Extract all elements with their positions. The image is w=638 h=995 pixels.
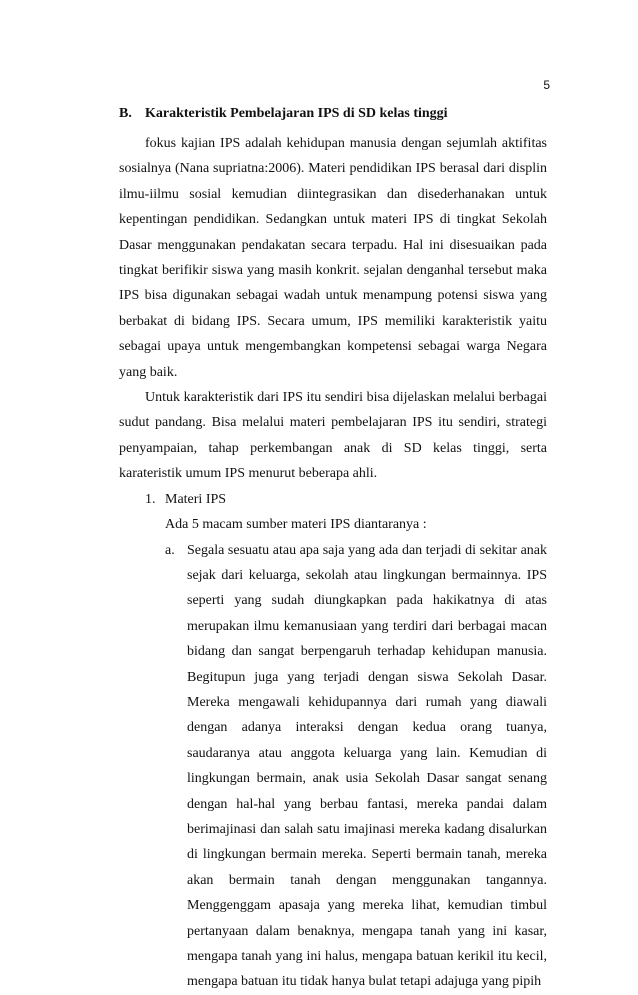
document-body (119, 103, 547, 995)
sub-intro-line: Ada 5 macam sumber materi IPS diantaranya : (165, 517, 427, 533)
page-number: 5 (543, 78, 550, 92)
list-item-1 (119, 487, 547, 512)
paragraph-1: fokus kajian IPS adalah kehidupan manusia dengan sejumlah aktifitas sosialnya (Nana supriatna:2006). Materi pendidikan IPS berasal dari displin ilmu-iilmu sosial kemudian diintegrasikan dan disederhanakan untuk kepentingan pendidikan. Sedangkan untuk materi IPS di tingkat Sekolah Dasar menggunakan pendakatan secara terpadu. Hal ini disesuaikan pada tingkat berifikir siswa yang masih konkrit. sejalan denganhal tersebut maka IPS bisa digunakan sebagai wadah untuk menampung potensi siswa yang berbakat di bidang IPS. Secara umum, IPS memiliki karakteristik yaitu sebagai upaya untuk mengembangkan kompetensi sebagai warga Negara yang baik. (119, 136, 547, 380)
list-item-number: 1. (145, 491, 156, 507)
list-item-title: Materi IPS (165, 491, 227, 507)
sub-list-text: Segala sesuatu atau apa saja yang ada dan terjadi di sekitar anak sejak dari keluarga, sekolah atau lingkungan bermainnya. IPS seperti yang sudah diungkapkan pada hakikatnya di atas merupakan ilmu kemanusiaan yang terdiri dari berbagai macan bidang dan sangat berpengaruh terhadap kehidupan manusia. Begitupun juga yang terjadi dengan siswa Sekolah Dasar. Mereka mengawali kehidupannya dari rumah yang diawali dengan adanya interaksi dengan kedua orang tuanya, saudaranya atau anggota keluarga yang lain. Kemudian di lingkungan bermain, anak usia Sekolah Dasar sangat senang dengan hal-hal yang berbau fantasi, mereka pandai dalam berimajinasi dan salah satu imajinasi mereka kadang disalurkan di lingkungan bermain mereka. Seperti bermain tanah, mereka akan bermain tanah dengan menggunakan tangannya. Menggenggam apasaja yang mereka lihat, kemudian timbul pertanyaan dalam benaknya, mengapa tanah yang ini kasar, mengapa tanah yang ini halus, mengapa batuan kerikil itu kecil, mengapa batuan itu tidak hanya bulat tetapi adajuga yang pipih (187, 542, 547, 990)
paragraph-2: Untuk karakteristik dari IPS itu sendiri bisa dijelaskan melalui berbagai sudut pandang. Bisa melalui materi pembelajaran IPS itu sendiri, strategi penyampaian, tahap perkembangan anak di SD kelas tinggi, serta karateristik umum IPS menurut beberapa ahli. (119, 390, 547, 482)
section-title: Karakteristik Pembelajaran IPS di SD kelas tinggi (145, 106, 448, 121)
sub-list-letter: a. (165, 542, 175, 558)
sub-list-item-a (119, 538, 547, 995)
section-label: B. (119, 106, 132, 121)
section-heading (119, 103, 547, 125)
